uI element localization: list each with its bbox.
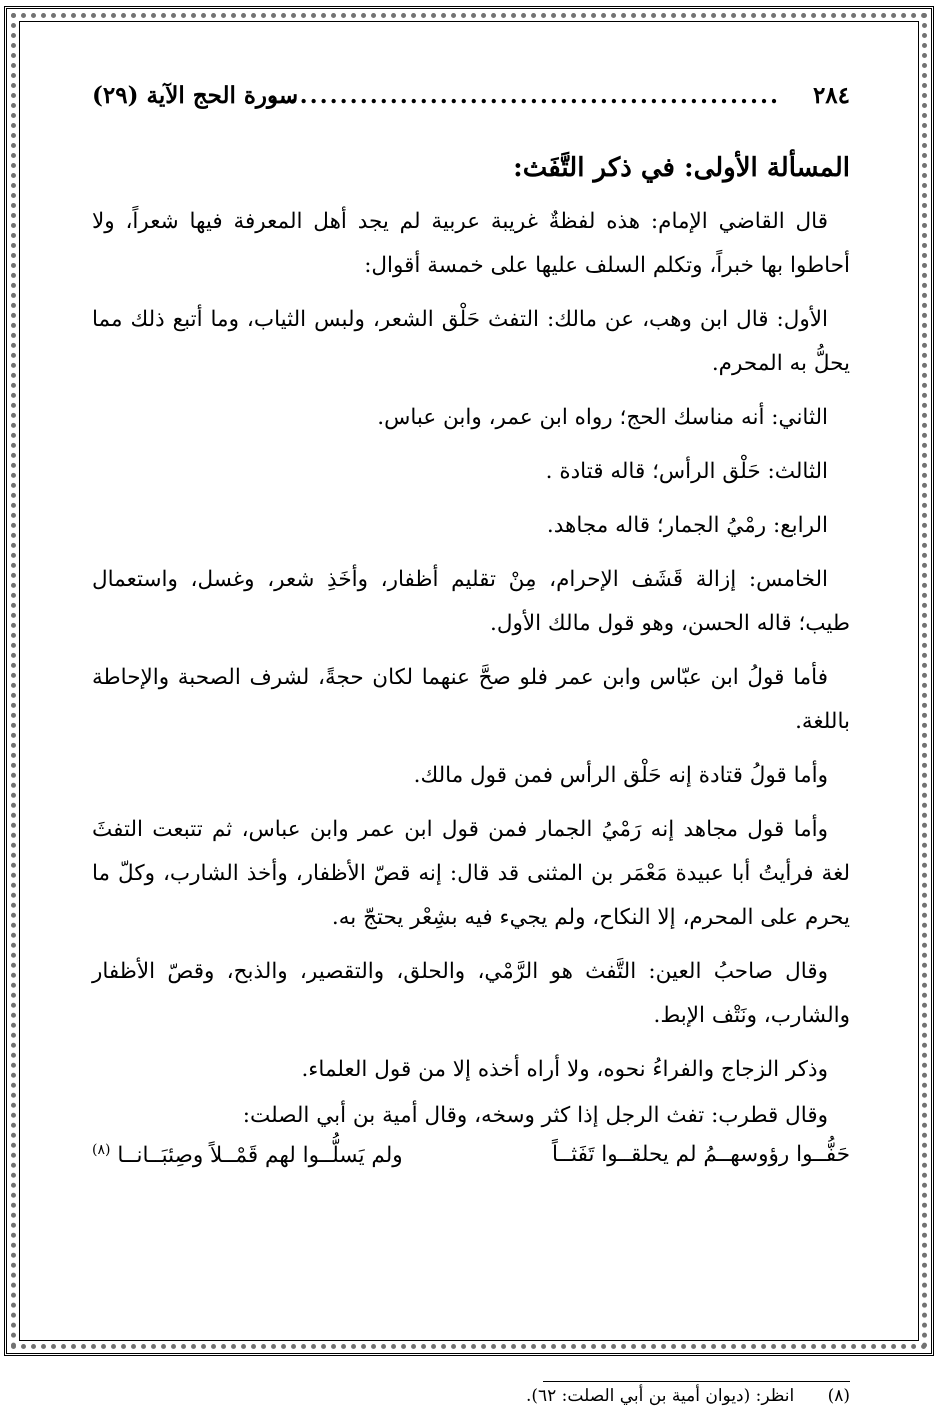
paragraph: الخامس: إزالة قَشَف الإحرام، مِنْ تقليم أظفار، وأخَذِ شعر، وغسل، واستعمال طيب؛ قاله الحسن، وهو قول مالك الأول. [92, 567, 850, 636]
footnote-number: (٨) [827, 1386, 850, 1406]
paragraph: وأما قول مجاهد إنه رَمْيُ الجمار فمن قول ابن عمر وابن عباس، ثم تتبعت التفثَ لغة فرأيتُ أبا عبيدة مَعْمَر بن المثنى قد قال: إنه قصّ الأظفار، وأخذ الشارب، وكلّ ما يحرم على المحرم، إلا النكاح، ولم يجيء فيه بشِعْر يحتجّ به. [92, 817, 850, 930]
footnote [350, 1382, 850, 1410]
chapter-title: سورة الحج الآية (٢٩) [92, 82, 299, 109]
paragraph: وقال قطرب: تفث الرجل إذا كثر وسخه، وقال أمية بن أبي الصلت: [242, 1103, 828, 1128]
paragraph: الثاني: أنه مناسك الحج؛ رواه ابن عمر، وابن عباس. [377, 405, 828, 430]
paragraph: فأما قولُ ابن عبّاس وابن عمر فلو صحَّ عنهما لكان حجةً، لشرف الصحبة والإحاطة باللغة. [92, 665, 850, 734]
section-heading: المسألة الأولى: في ذكر التَّفَث: [513, 153, 850, 183]
paragraph: قال القاضي الإمام: هذه لفظةٌ غريبة عربية لم يجد أهل المعرفة فيها شعراً، ولا أحاطوا بها خبراً، وتكلم السلف عليها على خمسة أقوال: [92, 209, 850, 278]
paragraph: وقال صاحبُ العين: التَّفث هو الرَّمْي، والحلق، والتقصير، والذبح، وقصّ الأظفار والشارب، ونَتْف الإبط. [92, 959, 850, 1028]
paragraph: وذكر الزجاج والفراءُ نحوه، ولا أراه أخذه إلا من قول العلماء. [301, 1057, 828, 1082]
footnote-reference[interactable]: (٨) [92, 1142, 111, 1158]
poetry-verse [92, 1142, 850, 1188]
paragraph: الرابع: رمْيُ الجمار؛ قاله مجاهد. [546, 513, 828, 538]
paragraph: الأول: قال ابن وهب، عن مالك: التفث حَلْق الشعر، ولبس الثياب، وما أتبع ذلك مما يحلُّ به المحرم. [92, 307, 850, 376]
leader-dots: ................................................... [269, 82, 780, 109]
page-number: ٢٨٤ [812, 82, 850, 109]
verse-second-hemistich [92, 1142, 403, 1168]
running-head [92, 70, 850, 120]
footnote-text: انظر: (ديوان أمية بن أبي الصلت: ٦٢). [525, 1386, 795, 1406]
verse-second-hemistich-text: ولم يَسلُّــوا لهم قَمْــلاً وصِئبَــانــا [117, 1143, 403, 1169]
verse-first-hemistich: حَفُّــوا رؤوسهــمُ لم يحلقــوا تَفَثــاً [551, 1142, 850, 1167]
paragraph: وأما قولُ قتادة إنه حَلْق الرأس فمن قول مالك. [413, 763, 828, 788]
page-body [92, 70, 850, 1188]
paragraph: الثالث: حَلْق الرأس؛ قاله قتادة . [545, 459, 828, 484]
